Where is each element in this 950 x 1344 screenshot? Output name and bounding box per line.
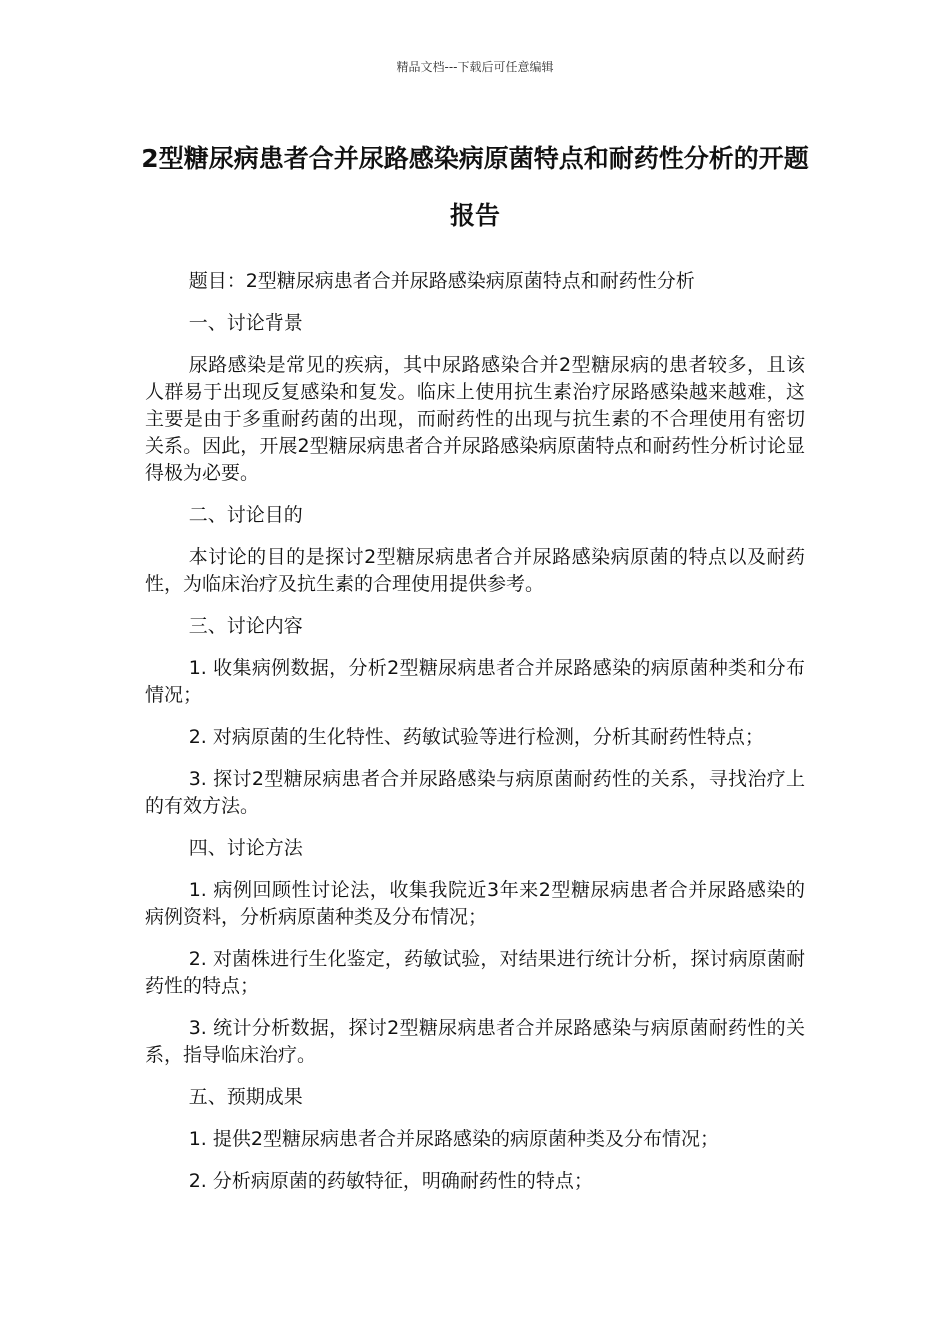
content-item-2: 2. 对病原菌的生化特性、药敏试验等进行检测，分析其耐药性特点； [188,726,764,748]
topic-line: 题目：2型糖尿病患者合并尿路感染病原菌特点和耐药性分析 [188,270,695,292]
document-title: 2型糖尿病患者合并尿路感染病原菌特点和耐药性分析的开题报告 [141,144,809,230]
purpose-paragraph: 本讨论的目的是探讨2型糖尿病患者合并尿路感染病原菌的特点以及耐药性，为临床治疗及抗生素的合理使用提供参考。 [145,546,805,595]
document-body [145,268,805,1210]
section-heading-methods: 四、讨论方法 [188,837,303,859]
section-heading-content: 三、讨论内容 [188,615,303,637]
section-heading-purpose: 二、讨论目的 [188,504,303,526]
content-item-1: 1. 收集病例数据，分析2型糖尿病患者合并尿路感染的病原菌种类和分布情况； [145,657,805,706]
section-heading-outcomes: 五、预期成果 [188,1086,303,1108]
page-header-note: 精品文档---下载后可任意编辑 [396,60,554,74]
method-item-3: 3. 统计分析数据，探讨2型糖尿病患者合并尿路感染与病原菌耐药性的关系，指导临床治疗。 [145,1017,805,1066]
outcome-item-2: 2. 分析病原菌的药敏特征，明确耐药性的特点； [188,1170,593,1192]
content-item-3: 3. 探讨2型糖尿病患者合并尿路感染与病原菌耐药性的关系，寻找治疗上的有效方法。 [145,768,805,817]
outcome-item-1: 1. 提供2型糖尿病患者合并尿路感染的病原菌种类及分布情况； [188,1128,719,1150]
background-paragraph: 尿路感染是常见的疾病，其中尿路感染合并2型糖尿病的患者较多，且该人群易于出现反复感染和复发。临床上使用抗生素治疗尿路感染越来越难，这主要是由于多重耐药菌的出现，而耐药性的出现与抗生素的不合理使用有密切关系。因此，开展2型糖尿病患者合并尿路感染病原菌特点和耐药性分析讨论显得极为必要。 [145,354,805,484]
method-item-1: 1. 病例回顾性讨论法，收集我院近3年来2型糖尿病患者合并尿路感染的病例资料，分析病原菌种类及分布情况； [145,879,805,928]
method-item-2: 2. 对菌株进行生化鉴定，药敏试验，对结果进行统计分析，探讨病原菌耐药性的特点； [145,948,805,997]
section-heading-background: 一、讨论背景 [188,312,303,334]
